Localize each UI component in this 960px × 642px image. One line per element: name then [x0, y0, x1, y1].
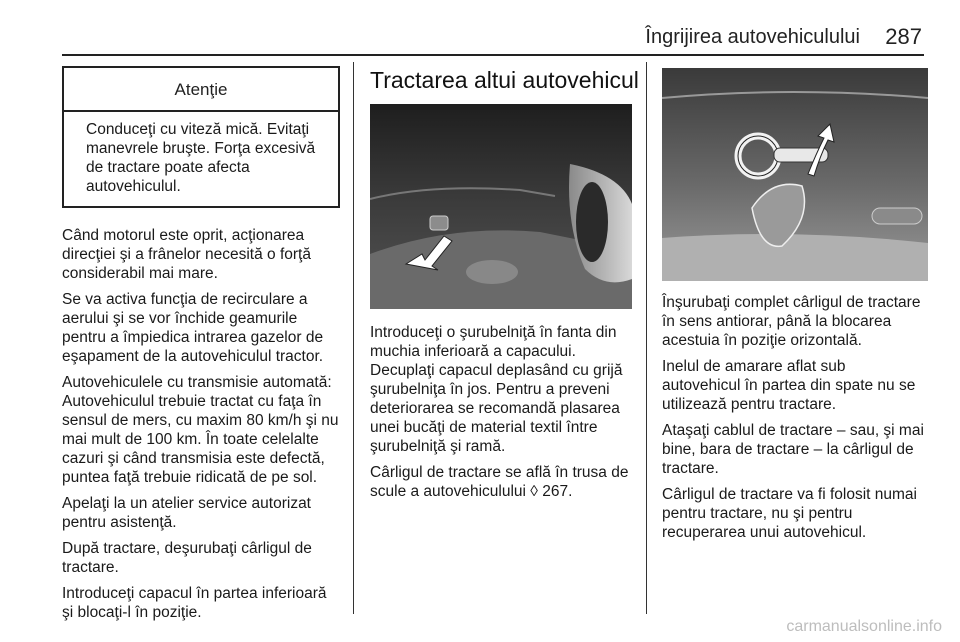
paragraph: Cârligul de tractare se află în trusa de scule a autovehiculului ◊ 267.: [370, 464, 629, 500]
warning-body: Conduceţi cu viteză mică. Evitaţi manevrele bruşte. Forţa excesivă de tractare poate afecta autovehiculul.: [86, 121, 316, 195]
column-divider: [353, 62, 354, 614]
page-header: [0, 0, 960, 56]
bumper-cover-illustration: [370, 104, 632, 309]
column-divider: [646, 62, 647, 614]
paragraph: Când motorul este oprit, acţionarea direcţiei şi a frânelor necesită o forţă considerabil mai mare.: [62, 227, 311, 282]
paragraph: Înşurubaţi complet cârligul de tractare în sens antiorar, până la blocarea acestuia în poziţie orizontală.: [662, 294, 921, 349]
paragraph: Introduceţi capacul în partea inferioară şi blocaţi-l în poziţie.: [62, 585, 327, 621]
header-title: Îngrijirea autovehiculului: [645, 26, 860, 48]
towing-eye-illustration: [662, 68, 928, 281]
column-1: [62, 60, 340, 629]
paragraph: Cârligul de tractare va fi folosit numai pentru tractare, nu şi pentru recuperarea unui autovehicul.: [662, 486, 918, 541]
page-number: 287: [885, 24, 922, 49]
watermark: carmanualsonline.info: [786, 618, 942, 635]
paragraph: Ataşaţi cablul de tractare – sau, şi mai bine, bara de tractare – la cârligul de tractare.: [662, 422, 924, 477]
header-rule: [62, 54, 924, 56]
paragraph: Apelaţi la un atelier service autorizat pentru asistenţă.: [62, 495, 311, 531]
paragraph: Inelul de amarare aflat sub autovehicul în partea din spate nu se utilizează pentru tractare.: [662, 358, 916, 413]
paragraph: Autovehiculele cu transmisie automată: Autovehiculul trebuie tractat cu faţa în sensul de mers, cu maxim 80 km/h şi nu mai mult de 100 km. În toate celelalte cazuri şi când transmisia este defectă, puntea faţă trebuie ridicată de pe sol.: [62, 374, 339, 486]
section-title: Tractarea altui autovehicul: [370, 67, 639, 93]
warning-title: Atenţie: [64, 68, 338, 112]
column-2: [370, 60, 639, 508]
paragraph: După tractare, deşurubaţi cârligul de tractare.: [62, 540, 312, 576]
paragraph: Se va activa funcţia de recirculare a aerului şi se vor închide geamurile pentru a împiedica intrarea gazelor de eşapament de la autovehiculul tractor.: [62, 291, 324, 365]
warning-box: [62, 66, 340, 208]
paragraph: Introduceţi o şurubelniţă în fanta din muchia inferioară a capacului. Decuplaţi capacul deplasând cu grijă şurubelniţa în jos. Pentru a preveni deteriorarea se recomandă plasarea unei bucăţi de material textil între şurubelniţă şi ramă.: [370, 324, 623, 455]
column-3: [662, 60, 928, 549]
